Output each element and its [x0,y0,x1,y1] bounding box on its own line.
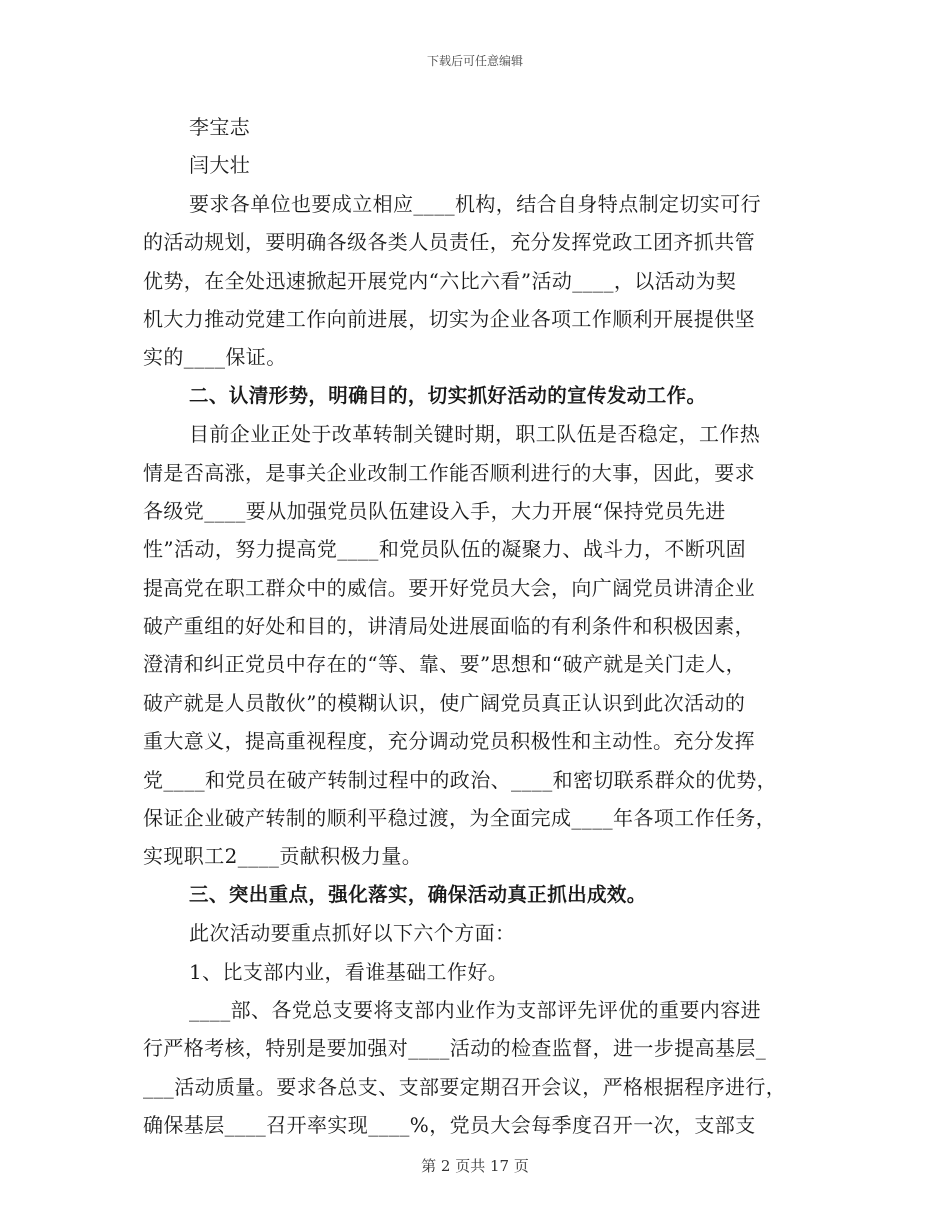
text-line: 确保基层____召开率实现____%，党员大会每季度召开一次，支部支 [143,1113,756,1138]
text-line: 保证企业破产转制的顺利平稳过渡，为全面完成____年各项工作任务， [143,806,777,831]
text-line: 重大意义，提高重视程度，充分调动党员积极性和主动性。充分发挥 [143,729,755,754]
text-line: 机大力推动党建工作向前进展，切实为企业各项工作顺利开展提供坚 [143,306,755,331]
text-line: 此次活动要重点抓好以下六个方面： [189,921,516,946]
text-line: 实的____保证。 [143,345,287,370]
text-line: 要求各单位也要成立相应____机构，结合自身特点制定切实可行 [189,191,761,216]
text-line: 党____和党员在破产转制过程中的政治、____和密切联系群众的优势， [143,767,777,792]
text-line: 1、比支部内业，看谁基础工作好。 [189,959,509,984]
section-heading: 三、突出重点，强化落实，确保活动真正抓出成效。 [189,882,647,906]
text-line: ___活动质量。要求各总支、支部要定期召开会议，严格根据程序进行， [143,1074,787,1099]
text-line: 闫大壮 [189,153,251,178]
text-line: 澄清和纠正党员中存在的“等、靠、要”思想和“破产就是关门走人， [143,652,747,677]
text-line: 目前企业正处于改革转制关键时期，职工队伍是否稳定，工作热 [189,422,761,447]
section-heading: 二、认清形势，明确目的，切实抓好活动的宣传发动工作。 [189,383,707,407]
text-line: 破产重组的好处和目的，讲清局处进展面临的有利条件和积极因素， [143,614,755,639]
page-header: 下载后可任意编辑 [426,54,523,68]
text-line: 李宝志 [189,115,251,139]
text-line: 行严格考核，特别是要加强对____活动的检查监督，进一步提高基层_ [143,1036,767,1061]
document-body [143,108,803,1145]
text-line: 情是否高涨，是事关企业改制工作能否顺利进行的大事，因此，要求 [143,460,755,485]
page-footer: 第 2 页共 17 页 [421,1157,529,1175]
text-line: 的活动规划，要明确各级各类人员责任，充分发挥党政工团齐抓共管 [143,230,755,255]
text-line: 性”活动，努力提高党____和党员队伍的凝聚力、战斗力，不断巩固 [143,537,747,562]
text-line: 提高党在职工群众中的威信。要开好党员大会，向广阔党员讲清企业 [143,575,755,600]
text-line: 破产就是人员散伙”的模糊认识，使广阔党员真正认识到此次活动的 [143,690,746,715]
text-line: 优势，在全处迅速掀起开展党内“六比六看”活动____，以活动为契 [143,268,737,293]
text-line: 实现职工2____贡献积极力量。 [143,844,423,869]
text-line: 各级党____要从加强党员队伍建设入手，大力开展“保持党员先进 [143,498,726,523]
text-line: ____部、各党总支要将支部内业作为支部评先评优的重要内容进 [189,997,761,1022]
